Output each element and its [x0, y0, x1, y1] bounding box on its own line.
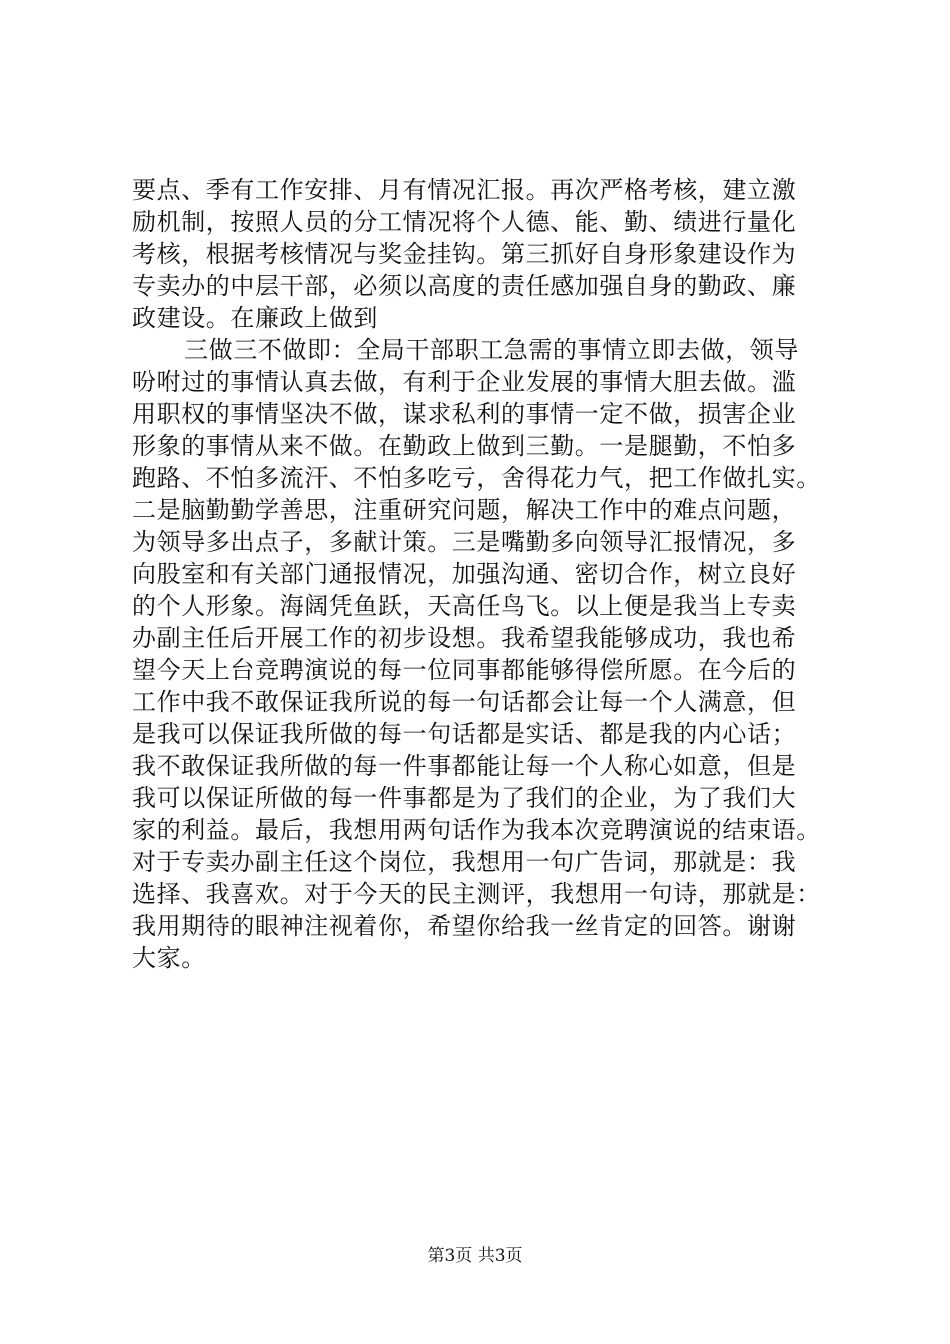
- text-line: 跑路、不怕多流汗、不怕多吃亏，舍得花力气，把工作做扎实。: [132, 464, 821, 492]
- text-line: 为领导多出点子，多献计策。三是嘴勤多向领导汇报情况，多: [132, 528, 797, 556]
- text-line: 望今天上台竞聘演说的每一位同事都能够得偿所愿。在今后的: [132, 656, 797, 684]
- text-line: 大家。: [132, 944, 206, 972]
- text-line: 家的利益。最后，我想用两句话作为我本次竞聘演说的结束语。: [132, 816, 821, 844]
- page-number-footer: 第3页 共3页: [427, 1246, 523, 1266]
- text-line: 选择、我喜欢。对于今天的民主测评，我想用一句诗，那就是：: [132, 880, 821, 908]
- text-line: 对于专卖办副主任这个岗位，我想用一句广告词，那就是：我: [132, 848, 797, 876]
- text-line: 吩咐过的事情认真去做，有利于企业发展的事情大胆去做。滥: [132, 368, 797, 396]
- text-line: 是我可以保证我所做的每一句话都是实话、都是我的内心话；: [132, 720, 797, 748]
- text-line: 二是脑勤勤学善思，注重研究问题，解决工作中的难点问题，: [132, 496, 797, 524]
- text-line: 我用期待的眼神注视着你，希望你给我一丝肯定的回答。谢谢: [132, 912, 797, 940]
- text-line: 要点、季有工作安排、月有情况汇报。再次严格考核，建立激: [132, 176, 797, 204]
- text-line: 办副主任后开展工作的初步设想。我希望我能够成功，我也希: [132, 624, 797, 652]
- text-line: 专卖办的中层干部，必须以高度的责任感加强自身的勤政、廉: [132, 272, 797, 300]
- text-line: 用职权的事情坚决不做，谋求私利的事情一定不做，损害企业: [132, 400, 797, 428]
- text-line: 向股室和有关部门通报情况，加强沟通、密切合作，树立良好: [132, 560, 797, 588]
- text-line: 政建设。在廉政上做到: [132, 304, 378, 332]
- text-line: 我可以保证所做的每一件事都是为了我们的企业，为了我们大: [132, 784, 797, 812]
- paragraph-start-line: 三做三不做即：全局干部职工急需的事情立即去做，领导: [184, 336, 799, 364]
- body-text: [132, 174, 832, 974]
- text-line: 考核，根据考核情况与奖金挂钩。第三抓好自身形象建设作为: [132, 240, 797, 268]
- text-line: 我不敢保证我所做的每一件事都能让每一个人称心如意，但是: [132, 752, 797, 780]
- text-line: 形象的事情从来不做。在勤政上做到三勤。一是腿勤，不怕多: [132, 432, 797, 460]
- text-line: 励机制，按照人员的分工情况将个人德、能、勤、绩进行量化: [132, 208, 797, 236]
- text-line: 的个人形象。海阔凭鱼跃，天高任鸟飞。以上便是我当上专卖: [132, 592, 797, 620]
- text-line: 工作中我不敢保证我所说的每一句话都会让每一个人满意，但: [132, 688, 797, 716]
